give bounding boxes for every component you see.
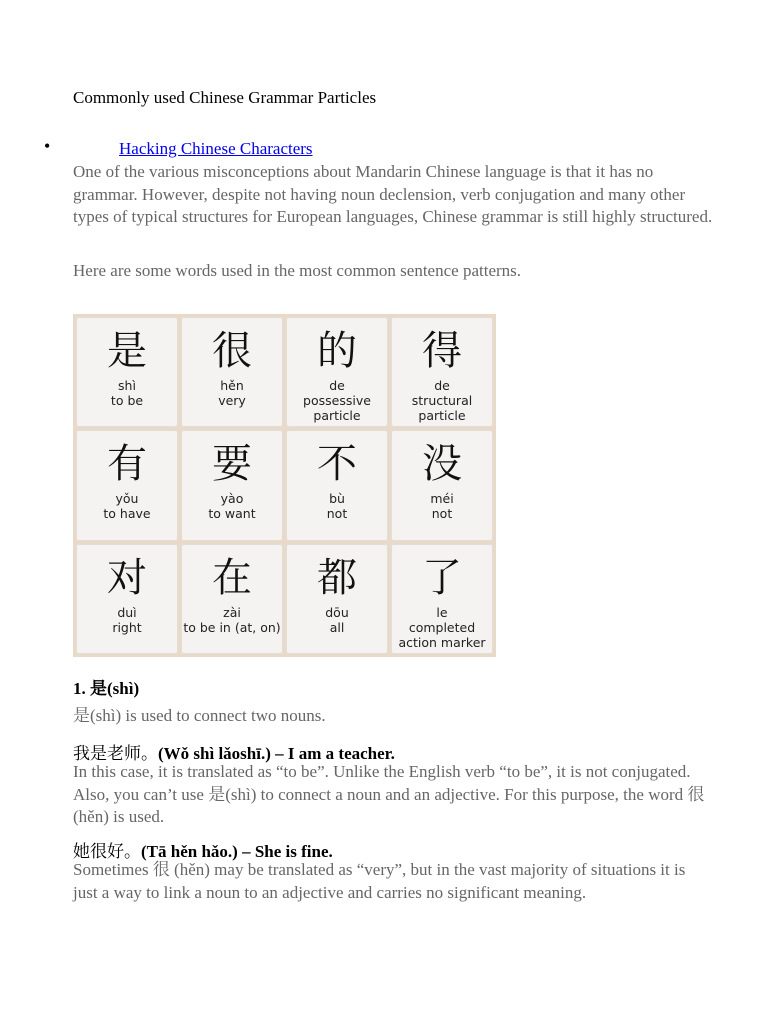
grid-cell [391, 430, 493, 540]
explanation-paragraph: In this case, it is translated as “to be”. Unlike the English verb “to be”, it is not conjugated. Also, you can’t use 是(shì) to connect a noun and an adjective. For this purpose, the word 很(hěn) is used. [73, 762, 705, 826]
explanation-paragraph: Sometimes 很 (hěn) may be translated as “very”, but in the vast majority of situations it is just a way to link a noun to an adjective and carries no significant meaning. [73, 860, 686, 902]
pinyin: le [436, 604, 448, 620]
meaning: very [218, 393, 246, 408]
pinyin: méi [430, 491, 454, 507]
bullet-icon: • [44, 136, 51, 156]
particles-grid-image [73, 314, 496, 657]
meaning: all [329, 619, 345, 635]
example-chinese: 我是老师。 [73, 744, 158, 763]
meaning: structural particle [411, 393, 473, 423]
example-translation: (Wǒ shì lǎoshī.) – I am a teacher. [158, 744, 395, 763]
pinyin: de [434, 378, 450, 393]
hanzi: 有 [107, 441, 147, 488]
hanzi: 不 [317, 441, 357, 488]
hanzi: 要 [212, 441, 252, 488]
meaning: right [112, 619, 142, 635]
pinyin: dōu [325, 604, 349, 620]
hanzi: 在 [212, 554, 252, 601]
hacking-chinese-link[interactable]: Hacking Chinese Characters [119, 139, 313, 158]
example-translation: (Tā hěn hǎo.) – She is fine. [141, 842, 333, 861]
grid-cell [286, 317, 388, 427]
hanzi: 对 [107, 554, 147, 601]
section-heading: 1. 是(shì) [73, 679, 140, 698]
pinyin: bù [329, 491, 345, 507]
hanzi: 没 [422, 441, 462, 488]
hanzi: 都 [317, 554, 357, 601]
meaning: to be [110, 393, 144, 408]
intro-paragraph: One of the various misconceptions about Mandarin Chinese language is that it has no grammar. However, despite not having noun declension, verb conjugation and many other types of typical structures for European languages, Chinese grammar is still highly structured. [73, 162, 713, 226]
hanzi: 了 [422, 554, 462, 601]
grid-cell [181, 430, 283, 540]
section-description: 是(shì) is used to connect two nouns. [73, 706, 326, 725]
hanzi: 的 [317, 328, 357, 374]
pinyin: de [329, 378, 345, 393]
grid-cell [286, 430, 388, 540]
grid-cell [76, 430, 178, 540]
pinyin: shì [118, 378, 136, 393]
pinyin: duì [117, 604, 137, 620]
meaning: possessive particle [303, 393, 371, 423]
pinyin: zài [223, 604, 241, 620]
pinyin: yǒu [115, 491, 139, 507]
hanzi: 是 [107, 328, 147, 374]
meaning: to be in (at, on) [183, 619, 281, 635]
hanzi: 得 [422, 328, 462, 374]
hanzi: 很 [212, 328, 252, 374]
grid-cell [181, 544, 283, 654]
grid-cell [391, 544, 493, 654]
grid-cell [286, 544, 388, 654]
grid-cell [76, 544, 178, 654]
example-chinese: 她很好。 [73, 842, 141, 861]
meaning: completed action marker [398, 619, 486, 650]
pinyin: hěn [220, 378, 244, 393]
intro-paragraph-2: Here are some words used in the most common sentence patterns. [73, 261, 522, 280]
meaning: to have [103, 506, 151, 522]
grid-cell [181, 317, 283, 427]
meaning: not [431, 506, 453, 522]
pinyin: yào [220, 491, 244, 507]
meaning: to want [208, 506, 256, 522]
grid-cell [391, 317, 493, 427]
grid-cell [76, 317, 178, 427]
page-title: Commonly used Chinese Grammar Particles [73, 88, 377, 107]
meaning: not [326, 506, 348, 522]
